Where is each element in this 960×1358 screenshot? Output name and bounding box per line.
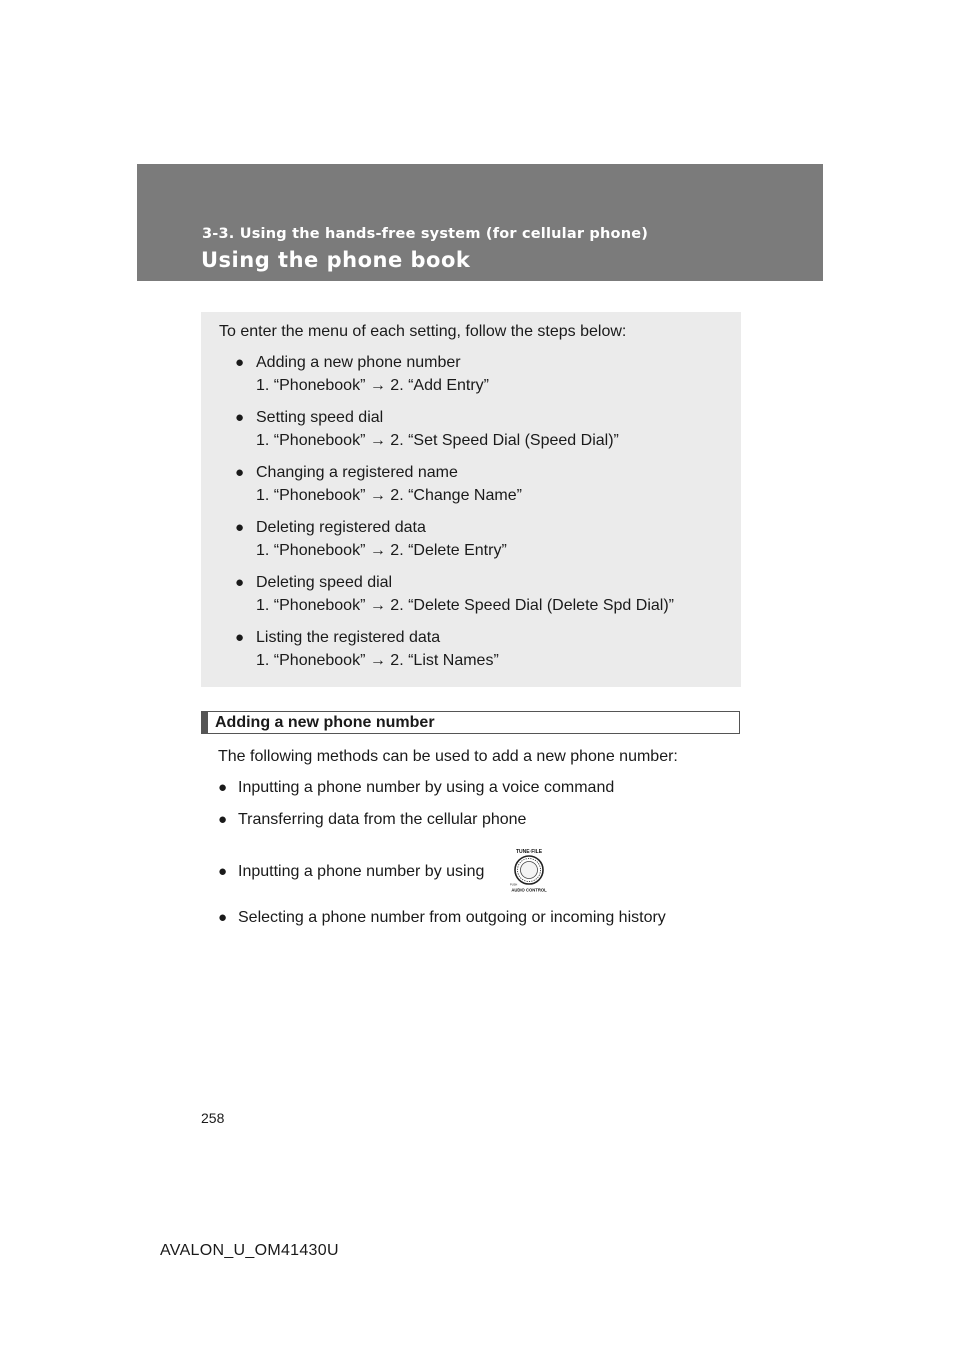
menu-entry-path: 1. “Phonebook” → 2. “Set Speed Dial (Speed Dial)”: [256, 432, 619, 449]
bullet-icon: ●: [235, 629, 245, 646]
method-text: Inputting a phone number by using a voice command: [238, 779, 615, 796]
menu-entry-path: 1. “Phonebook” → 2. “Add Entry”: [256, 377, 489, 394]
bullet-icon: ●: [218, 909, 228, 926]
method-text: Inputting a phone number by using: [238, 863, 485, 880]
page-title: Using the phone book: [201, 248, 471, 272]
menu-entry-path: 1. “Phonebook” → 2. “Delete Speed Dial (Delete Spd Dial)”: [256, 597, 674, 614]
knob-label-top: TUNE·FILE: [515, 849, 543, 855]
document-code: AVALON_U_OM41430U: [160, 1242, 339, 1259]
bullet-icon: ●: [218, 779, 228, 796]
section-label: 3-3. Using the hands-free system (for cellular phone): [202, 226, 649, 242]
menu-entry-title: Adding a new phone number: [256, 354, 461, 371]
method-text: Transferring data from the cellular phone: [238, 811, 527, 828]
bullet-icon: ●: [235, 574, 245, 591]
menu-steps-intro: To enter the menu of each setting, follow the steps below:: [219, 323, 627, 340]
section-heading: Adding a new phone number: [215, 714, 435, 731]
menu-entry-title: Deleting speed dial: [256, 574, 393, 591]
knob-label-small: PUSH: [510, 883, 518, 887]
header-band: [137, 164, 823, 281]
knob-label-bottom: AUDIO CONTROL: [511, 887, 547, 893]
bullet-icon: ●: [235, 464, 245, 481]
menu-entry-title: Setting speed dial: [256, 409, 384, 426]
menu-steps-box: [201, 312, 741, 687]
bullet-icon: ●: [218, 811, 228, 828]
bullet-icon: ●: [235, 409, 245, 426]
menu-entry-title: Listing the registered data: [256, 629, 441, 646]
menu-entry-path: 1. “Phonebook” → 2. “Change Name”: [256, 487, 522, 504]
page-number: 258: [201, 1110, 225, 1126]
bullet-icon: ●: [235, 354, 245, 371]
menu-entry-title: Deleting registered data: [256, 519, 426, 536]
tune-file-knob-icon: [506, 847, 552, 893]
bullet-icon: ●: [218, 863, 228, 880]
method-text: Selecting a phone number from outgoing or incoming history: [238, 909, 666, 926]
section-intro: The following methods can be used to add a new phone number:: [218, 748, 678, 765]
menu-entry-path: 1. “Phonebook” → 2. “List Names”: [256, 652, 499, 669]
section-heading-bar: [201, 711, 740, 734]
section-heading-marker: [202, 712, 208, 733]
bullet-icon: ●: [235, 519, 245, 536]
menu-entry-title: Changing a registered name: [256, 464, 458, 481]
menu-entry-path: 1. “Phonebook” → 2. “Delete Entry”: [256, 542, 507, 559]
